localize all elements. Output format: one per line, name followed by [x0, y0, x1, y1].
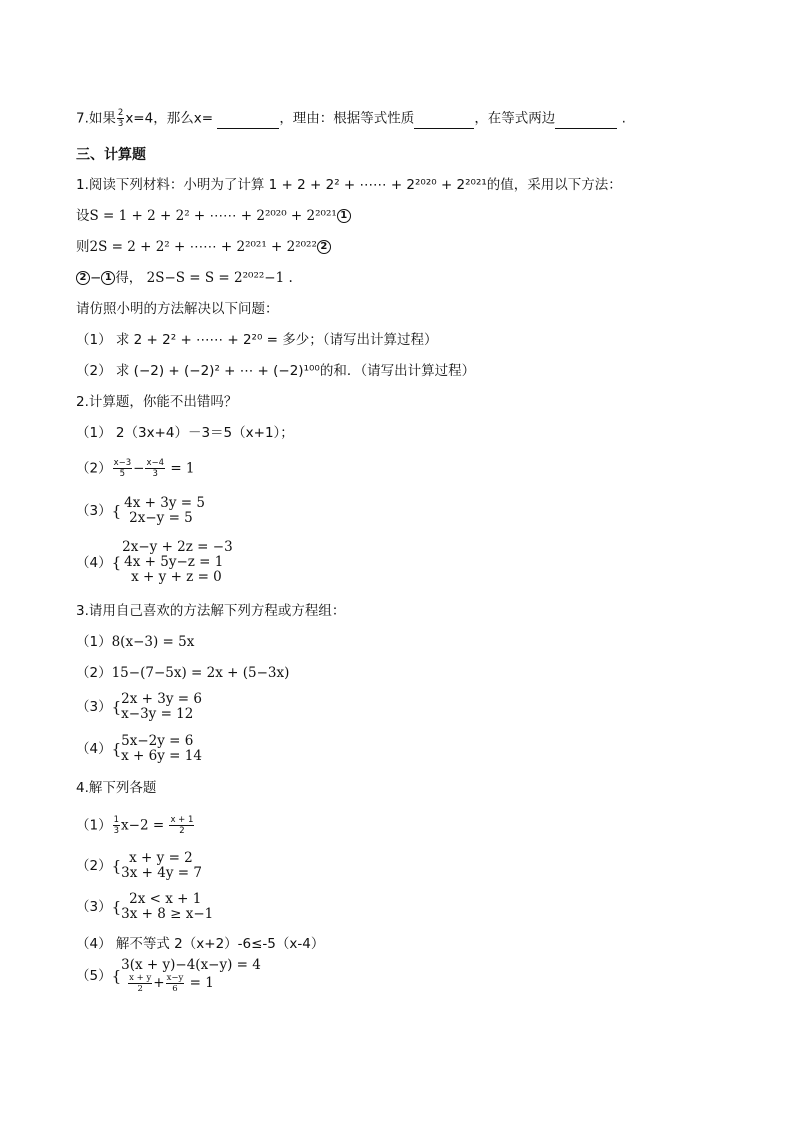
p4-sub3-system	[121, 892, 213, 922]
q7-fraction	[117, 108, 124, 129]
p4-sub2-eq1: x + y = 2	[129, 850, 193, 866]
p2-sub1-label: （1）	[76, 425, 112, 441]
p2-sub3	[76, 496, 205, 526]
p4-s5-rhs: = 1	[189, 975, 214, 991]
p4-sub2-system	[121, 851, 202, 881]
q7-blank-3[interactable]	[555, 114, 617, 129]
p1-sub1	[76, 331, 438, 349]
p2-sub1	[76, 424, 294, 442]
p1-diff-line	[76, 269, 293, 287]
p3-sub2	[76, 664, 289, 682]
p4-title: 4.解下列各题	[76, 780, 157, 796]
q7-end: .	[621, 110, 626, 127]
q7-both-sides-text: ，在等式两边	[474, 110, 556, 127]
p4-sub5	[76, 958, 261, 994]
p3-sub4	[76, 734, 202, 764]
p4-sub1-label: （1）	[76, 817, 112, 834]
p2-sub1-text: 2（3x+4）－3＝5（x+1）；	[115, 425, 294, 441]
p2-sub3-label: （3）	[76, 503, 112, 519]
p3-sub1-text: 8(x−3) = 5x	[111, 634, 195, 650]
q7-frac-num: 2	[117, 108, 124, 118]
p2-sub4-system	[121, 540, 233, 585]
question-7	[76, 108, 626, 129]
p2-sub2-fraction-2	[145, 458, 165, 479]
p4-s1-f1-num: 1	[113, 815, 120, 825]
p1-then-line	[76, 238, 331, 256]
p2-title: 2.计算题，你能不出错吗？	[76, 394, 238, 410]
p4-sub1-fraction-1	[113, 815, 120, 836]
p2-sub2-label: （2）	[76, 460, 112, 477]
brace-icon: {	[111, 898, 122, 916]
brace-icon: {	[111, 698, 122, 716]
circled-number-2: 2	[317, 240, 331, 254]
q7-after-fraction: x=4，那么x=	[125, 110, 214, 127]
brace-icon: {	[111, 740, 122, 758]
p4-sub3	[76, 892, 213, 922]
p2-sub2-rhs: = 1	[170, 460, 195, 477]
p4-sub3-eq1: 2x < x + 1	[129, 891, 202, 907]
p4-sub2	[76, 851, 202, 881]
p4-s5-plus: +	[153, 975, 165, 991]
p4-s5-fraction-1	[128, 973, 152, 994]
p1-sub1-label: （1）	[76, 332, 112, 348]
circled-number-1: 1	[101, 271, 115, 285]
p1-then-equation: 则2S = 2 + 2² + ⋯⋯ + 2²⁰²¹ + 2²⁰²²	[76, 239, 317, 255]
p2-sub2	[76, 458, 195, 479]
p2-sub4	[76, 540, 233, 585]
p3-sub3	[76, 692, 202, 722]
p4-s5-fraction-2	[166, 973, 185, 994]
p4-s1-f2-num: x + 1	[170, 815, 194, 825]
p3-sub1-label: （1）	[76, 634, 112, 650]
p3-sub4-eq2: x + 6y = 14	[121, 748, 202, 764]
p3-title: 3.请用自己喜欢的方法解下列方程或方程组：	[76, 603, 346, 619]
p4-sub2-label: （2）	[76, 858, 112, 874]
q7-prefix: 7.如果	[76, 110, 116, 127]
p4-s5-f1-num: x + y	[129, 973, 152, 983]
p1-sub2	[76, 362, 475, 380]
p2-sub4-eq1: 2x−y + 2z = −3	[122, 539, 233, 555]
circled-number-2: 2	[76, 271, 90, 285]
p3-sub2-text: 15−(7−5x) = 2x + (5−3x)	[111, 665, 290, 681]
p4-sub3-label: （3）	[76, 899, 112, 915]
p4-sub1	[76, 815, 195, 836]
p2-f2-num: x−4	[146, 458, 165, 468]
p4-s1-f1-den: 3	[113, 826, 120, 836]
p2-sub3-eq1: 4x + 3y = 5	[124, 495, 205, 511]
p2-sub4-label: （4）	[76, 554, 112, 571]
p3-sub3-eq2: x−3y = 12	[121, 706, 194, 722]
p1-sub2-label: （2）	[76, 363, 112, 379]
p4-sub2-eq2: 3x + 4y = 7	[121, 865, 202, 881]
p4-sub4-text: 解不等式 2（x+2）-6≤-5（x-4）	[115, 936, 325, 952]
p2-sub4-eq3: x + y + z = 0	[131, 569, 222, 585]
p3-sub3-eq1: 2x + 3y = 6	[121, 691, 202, 707]
p3-sub4-label: （4）	[76, 741, 112, 757]
p4-sub5-eq2	[121, 973, 261, 994]
q7-blank-1[interactable]	[217, 114, 279, 129]
p2-sub3-eq2: 2x−y = 5	[129, 510, 193, 526]
circled-number-1: 1	[337, 209, 351, 223]
q7-reason-text: ，理由：根据等式性质	[279, 110, 415, 127]
p4-s1-f2-den: 2	[179, 826, 185, 836]
p4-sub5-system	[121, 958, 261, 994]
p3-sub4-eq1: 5x−2y = 6	[121, 733, 194, 749]
q7-blank-2[interactable]	[414, 114, 474, 129]
p4-sub3-eq2: 3x + 8 ≥ x−1	[121, 906, 214, 922]
p1-let-line	[76, 207, 351, 225]
p1-diff-minus: −	[90, 270, 102, 286]
brace-icon: {	[111, 553, 122, 572]
p4-s5-f1-den: 2	[137, 984, 143, 994]
q7-frac-den: 3	[117, 119, 124, 129]
brace-icon: {	[111, 967, 122, 985]
brace-icon: {	[111, 502, 122, 520]
p1-diff-text: 得， 2S−S = S = 2²⁰²²−1 .	[115, 270, 293, 286]
p2-f1-num: x−3	[113, 458, 132, 468]
p1-let-equation: 设S = 1 + 2 + 2² + ⋯⋯ + 2²⁰²⁰ + 2²⁰²¹	[76, 208, 337, 224]
p2-sub2-fraction-1	[113, 458, 133, 479]
section-title: 三、计算题	[76, 147, 146, 163]
p1-sub1-text: 求 2 + 2² + ⋯⋯ + 2²⁰ = 多少；（请写出计算过程）	[115, 332, 438, 348]
p4-sub5-eq1: 3(x + y)−4(x−y) = 4	[121, 957, 261, 973]
p2-f1-den: 5	[119, 469, 126, 479]
brace-icon: {	[111, 857, 122, 875]
p4-sub5-label: （5）	[76, 968, 112, 984]
p4-sub1-mid: x−2 =	[121, 817, 165, 834]
p1-sub2-text: 求 (−2) + (−2)² + ⋯ + (−2)¹⁰⁰的和．（请写出计算过程）	[115, 363, 476, 379]
p4-sub4-label: （4）	[76, 936, 112, 952]
p3-sub1	[76, 633, 194, 651]
p3-sub3-system	[121, 692, 202, 722]
p3-sub2-label: （2）	[76, 665, 112, 681]
p3-sub3-label: （3）	[76, 699, 112, 715]
p1-intro: 1.阅读下列材料：小明为了计算 1 + 2 + 2² + ⋯⋯ + 2²⁰²⁰ + 2²⁰²¹的值，采用以下方法：	[76, 177, 622, 193]
p1-imitate: 请仿照小明的方法解决以下问题：	[76, 301, 279, 317]
p4-sub4	[76, 935, 324, 953]
p4-sub1-fraction-2	[169, 815, 194, 836]
p2-sub2-minus: −	[133, 460, 145, 477]
p2-sub3-system	[121, 496, 205, 526]
p2-sub4-eq2: 4x + 5y−z = 1	[124, 554, 224, 570]
p3-sub4-system	[121, 734, 202, 764]
p4-s5-f2-den: 6	[172, 984, 178, 994]
p4-s5-f2-num: x−y	[166, 973, 184, 983]
p2-f2-den: 3	[152, 469, 158, 479]
